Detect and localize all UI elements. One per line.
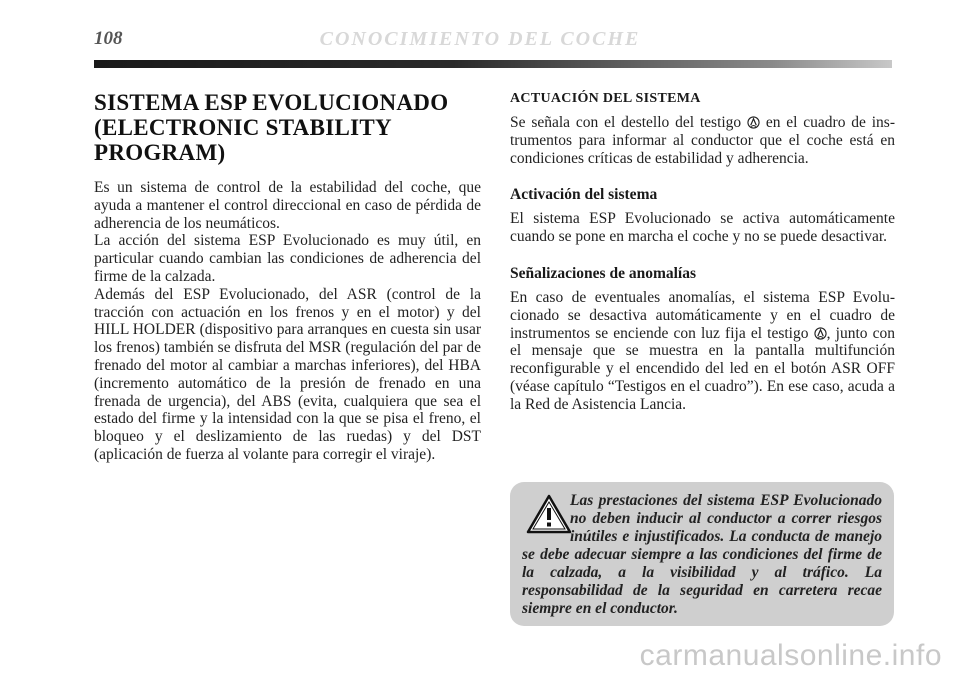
actuacion-text <box>510 114 895 167</box>
right-column <box>510 90 895 433</box>
actuacion-text-end: en el cuadro de instrumentos para informar al conductor que el coche está en condiciones críticas de estabilidad y adherencia. <box>510 114 895 167</box>
activacion-section <box>510 186 895 246</box>
warning-box <box>510 482 894 626</box>
esp-warning-light-icon <box>814 327 827 340</box>
activacion-heading: Activación del sistema <box>510 186 658 204</box>
action-paragraph: La acción del sistema ESP Evolucionado es muy útil, en particular cuando cambian las condiciones de adherencia del firme de la calzada. <box>94 232 481 285</box>
running-header: CONOCIMIENTO DEL COCHE <box>319 28 641 50</box>
esp-warning-light-icon <box>747 116 760 129</box>
systems-paragraph: Además del ESP Evolucionado, del ASR (control de la tracción con actuación en los frenos y en el motor) y del HILL HOLDER (dispositivo para arranques en cuesta sin usar los frenos) también se disfruta del MSR (regulación del par de frenado del motor al cambiar a marchas inferiores), del HBA (incremento automático de la presión de frenado en una frenada de urgencia), del ABS (evita, cualquiera que sea el estado del firme y la intensidad con la que se pisa el freno, el bloqueo y el deslizamiento de las ruedas) y del DST (aplicación de fuerza al volante para corregir el viraje). <box>94 285 481 463</box>
watermark: carmanualsonline.info <box>639 639 942 672</box>
left-column <box>94 90 481 464</box>
anomalias-text-start: En caso de eventuales anomalías, el sistema ESP Evolucionado se desactiva automáticamente y en el cuadro de instrumentos se enciende con luz fija el testigo <box>510 288 895 342</box>
actuacion-heading: ACTUACIÓN DEL SISTEMA <box>510 91 701 106</box>
warning-triangle-icon <box>526 494 572 534</box>
activacion-text: El sistema ESP Evolucionado se activa automáticamente cuando se pone en marcha el coche y no se puede desactivar. <box>510 210 895 246</box>
anomalias-text-end: , junto con el mensaje que se muestra en la pantalla multifunción reconfigurable y el encendido del led en el botón ASR OFF (véase capítulo “Testigos en el cuadro”). En ese caso, acuda a la Red de Asistencia Lancia. <box>510 324 896 413</box>
intro-paragraph: Es un sistema de control de la estabilidad del coche, que ayuda a mantener el control direccional en caso de pérdida de adherencia de los neumáticos. <box>94 179 481 232</box>
section-title: SISTEMA ESP EVOLUCIONADO (ELECTRONIC STABILITY PROGRAM) <box>94 90 449 165</box>
anomalias-heading: Señalizaciones de anomalías <box>510 264 697 282</box>
actuacion-text-start: Se señala con el destello del testigo <box>510 114 742 131</box>
anomalias-text <box>510 289 895 414</box>
anomalias-section <box>510 265 895 414</box>
header-rule <box>94 60 892 68</box>
warning-message: Las prestaciones del sistema ESP Evolucionado no deben inducir al conductor a correr riesgos inútiles e injustificados. La conducta de manejo se debe adecuar siempre a las condiciones del firme de la calzada, a la visibilidad y al tráfico. La responsabilidad de la seguridad en carretera recae siempre en el conductor. <box>522 492 882 617</box>
actuacion-section <box>510 90 895 167</box>
page-number: 108 <box>94 28 123 49</box>
